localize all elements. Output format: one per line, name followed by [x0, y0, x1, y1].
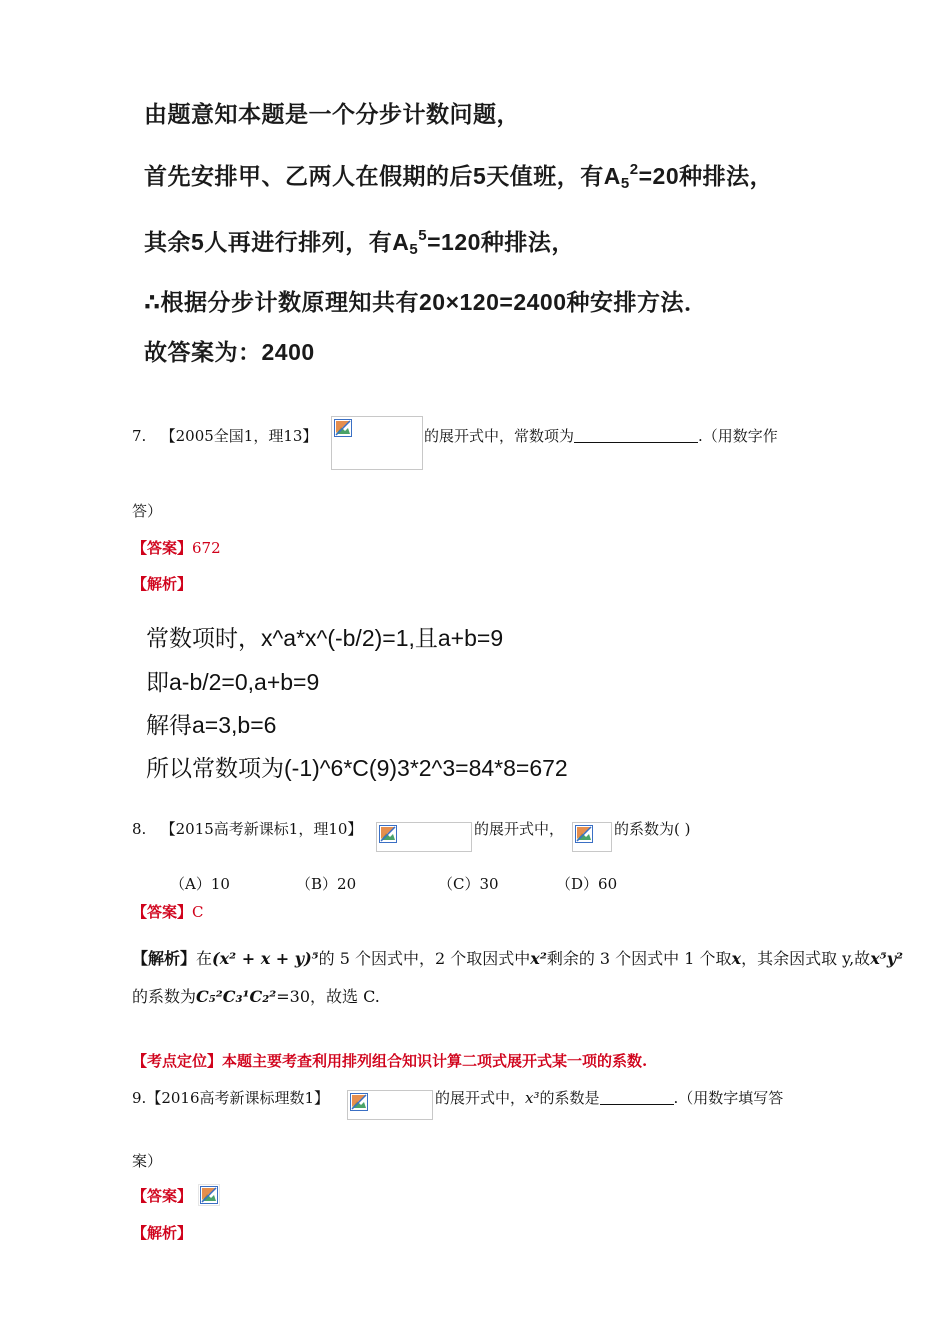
- q8-analysis-expr: (x² + x + y)⁵: [212, 949, 319, 968]
- q8-stem-a: 的展开式中，: [474, 820, 565, 838]
- q7-expression-image: [331, 416, 423, 470]
- solution-line-3: [144, 224, 575, 258]
- solution-line-3-text: 其余5人再进行排列，有A: [144, 229, 410, 255]
- q8-header: [132, 818, 362, 839]
- q7-answer-value: 672: [192, 539, 221, 557]
- q8-analysis-line-1: [132, 946, 903, 969]
- q7-answer-label: 【答案】: [132, 539, 193, 557]
- q9-answer-image: [198, 1184, 220, 1206]
- q7-source: 【2005全国1，理13】: [160, 427, 318, 445]
- q9-answer-blank: [600, 1090, 674, 1105]
- q9-stem-mid: 的系数是: [539, 1089, 600, 1107]
- q9-expression-image: [347, 1090, 433, 1120]
- solution-line-2-tail: =20种排法，: [638, 163, 774, 189]
- q9-number: 9.: [132, 1089, 147, 1107]
- solution-line-2-subscript: 5: [620, 175, 630, 192]
- q8-analysis-text-a: 在: [196, 949, 213, 968]
- q9-stem: [435, 1087, 783, 1108]
- q8-analysis-text-f: =30，故选 C.: [276, 987, 380, 1006]
- q8-analysis-text-c: 剩余的 3 个因式中 1 个取: [546, 949, 732, 968]
- q8-analysis-text-b: 的 5 个因式中，2 个取因式中: [318, 949, 531, 968]
- broken-image-icon: [334, 419, 352, 437]
- q8-option-b: （B）20: [296, 875, 357, 893]
- q8-analysis-text-d: ，其余因式取 y,故: [741, 949, 871, 968]
- q9-stem-wrap: 案）: [132, 1152, 163, 1170]
- q8-number: 8.: [132, 820, 147, 838]
- broken-image-icon: [200, 1186, 218, 1204]
- broken-image-icon: [350, 1093, 368, 1111]
- q9-source: 【2016高考新课标理数1】: [146, 1089, 330, 1107]
- q7-stem: [424, 425, 778, 446]
- solution-line-3-subscript: 5: [409, 241, 419, 258]
- q7-stem-text: 的展开式中，常数项为: [424, 427, 575, 445]
- q9-header: [132, 1087, 329, 1108]
- q8-analysis-x5y2: x⁵y²: [870, 949, 904, 968]
- q7-analysis-line-2: 即a-b/2=0,a+b=9: [146, 669, 320, 695]
- q7-analysis-line-4: 所以常数项为(-1)^6*C(9)3*2^3=84*8=672: [146, 755, 568, 781]
- q7-number: 7.: [132, 427, 147, 445]
- q8-option-a: （A）10: [170, 875, 230, 893]
- q8-point: [132, 1050, 647, 1071]
- q7-stem-tail: .（用数字作: [698, 427, 778, 445]
- q7-analysis-line-1: 常数项时，x^a*x^(-b/2)=1,且a+b=9: [146, 625, 504, 651]
- q9-stem-tail: .（用数字填写答: [673, 1089, 784, 1107]
- solution-line-4: ∴根据分步计数原理知共有20×120=2400种安排方法．: [144, 289, 708, 315]
- solution-line-5: 故答案为：2400: [144, 339, 315, 365]
- q8-answer: [132, 901, 204, 922]
- q7-answer: [132, 537, 221, 558]
- q7-header: [132, 425, 317, 446]
- q8-analysis-label: 【解析】: [132, 949, 197, 968]
- q9-stem-text: 的展开式中，: [435, 1089, 526, 1107]
- solution-line-2-superscript: 2: [629, 161, 639, 178]
- q7-stem-wrap: 答）: [132, 502, 163, 520]
- q9-analysis-label: 【解析】: [132, 1224, 193, 1242]
- solution-line-3-tail: =120种排法，: [427, 229, 575, 255]
- broken-image-icon: [575, 825, 593, 843]
- q8-source: 【2015高考新课标1，理10】: [160, 820, 363, 838]
- q9-x3: x³: [525, 1089, 540, 1107]
- q9-answer-label: 【答案】: [132, 1187, 193, 1205]
- q8-answer-label: 【答案】: [132, 903, 193, 921]
- q8-point-text: 本题主要考查利用排列组合知识计算二项式展开式某一项的系数.: [222, 1052, 648, 1070]
- q8-option-d: （D）60: [556, 875, 618, 893]
- q8-expression-image: [376, 822, 472, 852]
- q8-analysis-combo: C₅²C₃¹C₂²: [196, 987, 277, 1006]
- q7-analysis-line-3: 解得a=3,b=6: [146, 712, 277, 738]
- q8-analysis-text-e: 的系数为: [132, 987, 197, 1006]
- q8-analysis-line-2: [132, 984, 380, 1007]
- q8-term-image: [572, 822, 612, 852]
- q8-option-c: （C）30: [438, 875, 499, 893]
- solution-line-3-superscript: 5: [418, 227, 428, 244]
- broken-image-icon: [379, 825, 397, 843]
- q7-analysis-label: 【解析】: [132, 575, 193, 593]
- solution-line-2: [144, 158, 773, 192]
- solution-line-1: 由题意知本题是一个分步计数问题，: [144, 101, 520, 127]
- solution-line-2-text: 首先安排甲、乙两人在假期的后5天值班，有A: [144, 163, 621, 189]
- q8-analysis-x: x: [731, 949, 742, 968]
- q8-answer-value: C: [192, 903, 204, 921]
- q8-analysis-x2: x²: [530, 949, 547, 968]
- q8-point-label: 【考点定位】: [132, 1052, 223, 1070]
- q7-answer-blank: [574, 428, 698, 443]
- q8-stem-b: 的系数为( ): [614, 820, 691, 838]
